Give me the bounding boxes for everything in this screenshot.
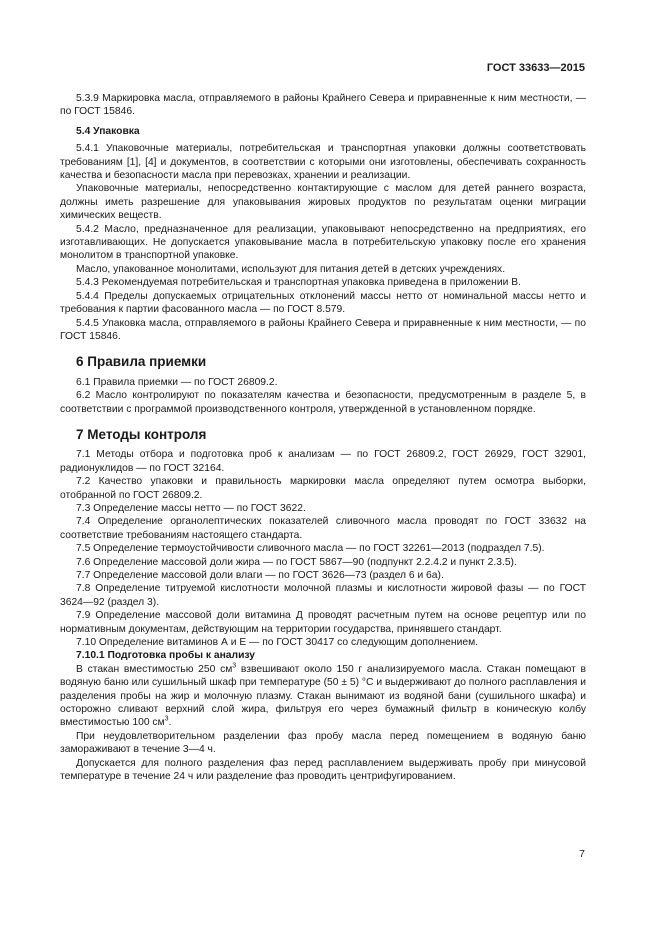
section-heading-6: 6 Правила приемки xyxy=(76,354,207,370)
paragraph-7-10-1-b: При неудовлетворительном разделении фаз пробу масла перед помещением в водяную баню замораживают в течение 3—4 ч. xyxy=(60,730,586,756)
paragraph-5-4-5: 5.4.5 Упаковка масла, отправляемого в районы Крайнего Севера и приравненные к ним местности, — по ГОСТ 15846. xyxy=(60,317,586,342)
paragraph-7-3: 7.3 Определение массы нетто — по ГОСТ 3622. xyxy=(76,502,306,514)
document-id-header: ГОСТ 33633—2015 xyxy=(486,62,585,74)
document-body xyxy=(60,92,586,784)
section-heading-7-10-1: 7.10.1 Подготовка пробы к анализу xyxy=(76,650,255,662)
superscript-3: 3 xyxy=(232,662,237,670)
section-heading-5-4: 5.4 Упаковка xyxy=(76,125,140,137)
paragraph-7-2: 7.2 Качество упаковки и правильность маркировки масла определяют путем осмотра выборки, отобранной по ГОСТ 26809.2. xyxy=(60,476,586,501)
paragraph-6-1: 6.1 Правила приемки — по ГОСТ 26809.2. xyxy=(76,376,278,388)
paragraph-7-10-1-a-start: В стакан вместимостью 250 см xyxy=(76,663,233,675)
paragraph-7-7: 7.7 Определение массовой доли влаги — по ГОСТ 3626—73 (раздел 6 и 6а). xyxy=(76,570,444,581)
paragraph-5-4-4: 5.4.4 Пределы допускаемых отрицательных отклонений массы нетто от номинальной массы нетто и требования к партии фасованного масла — по ГОСТ 8.579. xyxy=(60,290,586,316)
paragraph-5-3-9: 5.3.9 Маркировка масла, отправляемого в районы Крайнего Севера и приравненные к ним местности, — по ГОСТ 15846. xyxy=(60,93,586,118)
section-heading-7: 7 Методы контроля xyxy=(76,426,207,442)
paragraph-5-4-1-b: Упаковочные материалы, непосредственно контактирующие с маслом для детей раннего возраста, должны иметь разрешение для упаковывания жировых продуктов по результатам оценки миграции химических веществ. xyxy=(60,183,586,222)
paragraph-7-10-1-a-end: . xyxy=(168,717,172,729)
paragraph-7-4: 7.4 Определение органолептических показателей сливочного масла проводят по ГОСТ 33632 на соответствие требованиям настоящего стандарта. xyxy=(60,516,586,541)
paragraph-7-6: 7.6 Определение массовой доли жира — по ГОСТ 5867—90 (подпункт 2.2.4.2 и пункт 2.3.5). xyxy=(76,556,517,568)
paragraph-5-4-1: 5.4.1 Упаковочные материалы, потребительская и транспортная упаковки должны соответствовать требованиям [1], [4] и документов, в соответствии с которыми они изготовлены, обеспечивать сохранность качества и безопасности масла при перевозках, хранении и реализации. xyxy=(60,143,586,182)
superscript-3: 3 xyxy=(164,716,169,724)
paragraph-7-10: 7.10 Определение витаминов А и Е — по ГОСТ 30417 со следующим дополнением. xyxy=(76,637,479,649)
paragraph-7-5: 7.5 Определение термоустойчивости сливочного масла — по ГОСТ 32261—2013 (подраздел 7.5). xyxy=(76,543,545,555)
paragraph-7-8: 7.8 Определение титруемой кислотности молочной плазмы и кислотности жировой фазы — по ГОСТ 3624—92 (раздел 3). xyxy=(60,583,586,608)
paragraph-5-4-2-b: Масло, упакованное монолитами, используют для питания детей в детских учреждениях. xyxy=(76,263,506,275)
paragraph-5-4-3: 5.4.3 Рекомендуемая потребительская и транспортная упаковка приведена в приложении В. xyxy=(76,277,521,289)
paragraph-7-9: 7.9 Определение массовой доли витамина Д проводят расчетным путем на основе рецептур или по нормативным документам, действующим на территории государства, принявшего стандарт. xyxy=(60,610,586,635)
paragraph-7-10-1-c: Допускается для полного разделения фаз перед расплавлением выдерживать пробу при минусовой температуре в течение 24 ч или разделение фаз проводить центрифугированием. xyxy=(60,757,586,783)
page-number: 7 xyxy=(579,848,585,860)
paragraph-7-10-1-a xyxy=(60,663,586,730)
paragraph-6-2: 6.2 Масло контролируют по показателям качества и безопасности, предусмотренным в разделе 5, в соответствии с программой производственного контроля, утвержденной в установленном порядке. xyxy=(60,390,586,415)
paragraph-7-1: 7.1 Методы отбора и подготовка проб к анализам — по ГОСТ 26809.2, ГОСТ 26929, ГОСТ 32901, радионуклидов — по ГОСТ 32164. xyxy=(60,449,586,474)
paragraph-5-4-2: 5.4.2 Масло, предназначенное для реализации, упаковывают непосредственно на предприятиях, его изготавливающих. Не допускается упаковывание масла в потребительскую упаковку после его хранения монолитом в транспортной упаковке. xyxy=(60,223,586,262)
paragraph-7-10-1-a-body: взвешивают около 150 г анализируемого масла. Стакан помещают в водяную баню или сушильный шкаф при температуре (50 ± 5) °С и выдерживают до полного расплавления и разделения пробы на жир и молочную плазму. Стакан вынимают из водяной бани (сушильного шкафа) и осторожно сливают верхний слой жира, фильтруя его через бумажный фильтр в коническую колбу вместимостью 100 см xyxy=(60,663,586,729)
